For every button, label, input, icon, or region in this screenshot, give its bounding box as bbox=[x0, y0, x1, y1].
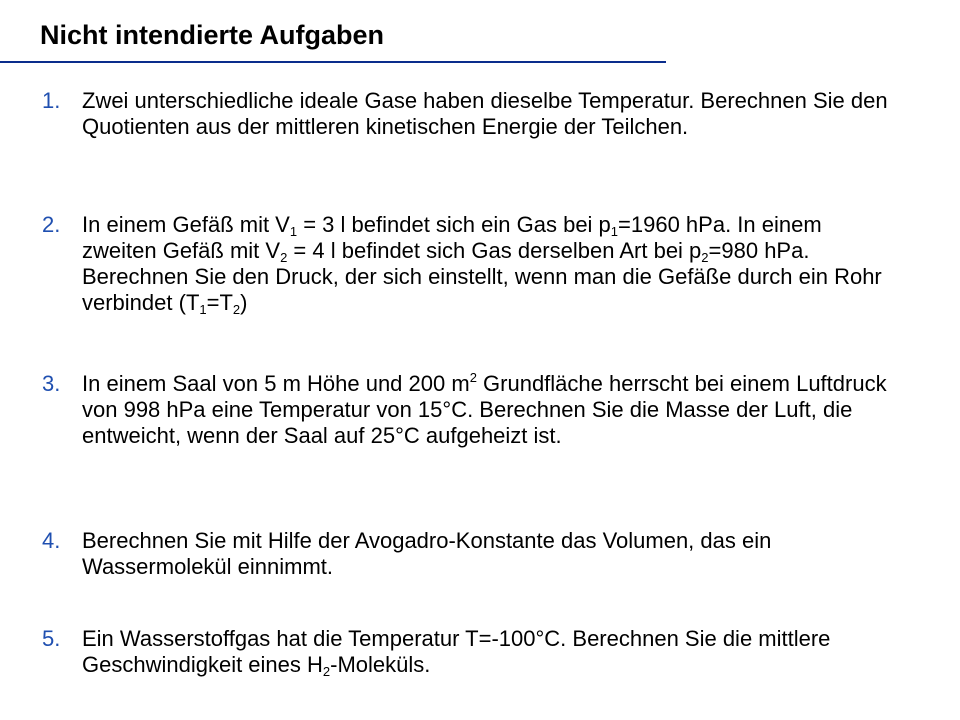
subscript: 1 bbox=[199, 302, 207, 317]
task-text bbox=[82, 88, 892, 140]
task-text-segment: =T bbox=[206, 290, 233, 315]
task-text-segment: =1960 hPa. In einem zweiten Gefäß mit V bbox=[82, 212, 822, 263]
subscript: 2 bbox=[232, 302, 241, 317]
task-number: 2. bbox=[42, 212, 61, 237]
task-text bbox=[82, 371, 892, 449]
subscript: 1 bbox=[289, 224, 298, 239]
superscript: 2 bbox=[469, 370, 477, 385]
task-text-segment: Ein Wasserstoffgas hat die Temperatur T=-100°C. Berechnen Sie die mittlere Geschwindigkeit eines H bbox=[82, 626, 831, 677]
task-text-segment: Zwei unterschiedliche ideale Gase haben dieselbe Temperatur. Berechnen Sie den Quotienten aus der mittleren kinetischen Energie der Teilchen. bbox=[82, 88, 888, 139]
task-number: 5. bbox=[42, 626, 61, 651]
task-text-segment: = 4 l befindet sich Gas derselben Art bei p bbox=[287, 238, 702, 263]
subscript: 2 bbox=[322, 664, 331, 679]
task-item bbox=[42, 212, 892, 316]
task-item bbox=[42, 528, 892, 580]
task-item bbox=[42, 626, 892, 678]
task-number: 3. bbox=[42, 371, 61, 396]
task-text-segment: ) bbox=[240, 290, 248, 315]
subscript: 2 bbox=[280, 250, 288, 265]
task-text-segment: In einem Gefäß mit V bbox=[82, 212, 290, 237]
task-item bbox=[42, 371, 892, 449]
subscript: 1 bbox=[610, 224, 619, 239]
title-underline bbox=[0, 61, 666, 63]
subscript: 2 bbox=[701, 250, 709, 265]
task-number: 4. bbox=[42, 528, 61, 553]
task-text bbox=[82, 528, 892, 580]
task-text-segment: Berechnen Sie mit Hilfe der Avogadro-Konstante das Volumen, das ein Wassermolekül einnimmt. bbox=[82, 528, 772, 579]
task-text-segment: =980 hPa. Berechnen Sie den Druck, der sich einstellt, wenn man die Gefäße durch ein Rohr verbindet (T bbox=[82, 238, 882, 315]
task-item bbox=[42, 88, 892, 140]
task-number: 1. bbox=[42, 88, 61, 113]
task-text-segment: = 3 l befindet sich ein Gas bei p bbox=[297, 212, 611, 237]
task-text-segment: In einem Saal von 5 m Höhe und 200 m bbox=[82, 371, 470, 396]
task-text bbox=[82, 212, 892, 316]
task-text-segment: -Moleküls. bbox=[330, 652, 431, 677]
task-text-segment: Grundfläche herrscht bei einem Luftdruck von 998 hPa eine Temperatur von 15°C. Berechnen Sie die Masse der Luft, die entweicht, wenn der Saal auf 25°C aufgeheizt ist. bbox=[82, 371, 887, 448]
slide-title: Nicht intendierte Aufgaben bbox=[40, 20, 385, 50]
task-text bbox=[82, 626, 892, 678]
